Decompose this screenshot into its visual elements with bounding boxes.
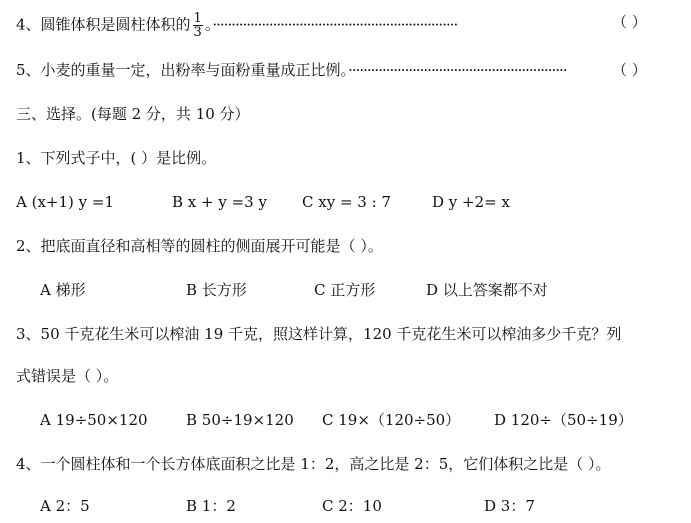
option-b: B x + y =3 y <box>172 193 267 211</box>
option-a: A 19÷50×120 <box>40 411 148 429</box>
option-c: C 19×（120÷50） <box>322 411 461 429</box>
choice-question-1: 1、下列式子中，( ）是比例。 <box>16 149 217 167</box>
fraction-numerator: 1 <box>193 11 202 26</box>
judgement-item-5 <box>16 60 567 80</box>
answer-parentheses: （ ） <box>612 13 647 31</box>
option-a: A 梯形 <box>40 281 86 299</box>
fraction-denominator: 3 <box>193 25 202 40</box>
item-suffix: 。 <box>204 15 213 34</box>
option-a: A 2：5 <box>40 497 90 515</box>
answer-parentheses: （ ） <box>612 61 647 79</box>
leader-dots: ·························································· <box>348 61 567 79</box>
option-d: D y +2= x <box>432 193 510 211</box>
leader-dots: ································································· <box>212 15 458 34</box>
option-c: C xy = 3 : 7 <box>302 193 391 211</box>
item-text: 5、小麦的重量一定，出粉率与面粉重量成正比例。 <box>16 61 349 79</box>
option-d: D 120÷（50÷19） <box>494 411 633 429</box>
section-heading: 三、选择。(每题 2 分，共 10 分） <box>16 105 250 123</box>
fraction-one-third <box>193 12 203 39</box>
option-b: B 长方形 <box>186 281 247 299</box>
option-a: A (x+1) y =1 <box>16 193 114 211</box>
choice-question-3: 3、50 千克花生米可以榨油 19 千克，照这样计算，120 千克花生米可以榨油多少千克？列 <box>16 325 622 343</box>
choice-question-2: 2、把底面直径和高相等的圆柱的侧面展开可能是（ ）。 <box>16 237 383 255</box>
option-b: B 50÷19×120 <box>186 411 294 429</box>
option-c: C 正方形 <box>314 281 376 299</box>
option-c: C 2：10 <box>322 497 382 515</box>
choice-question-4: 4、一个圆柱体和一个长方体底面积之比是 1：2，高之比是 2：5，它们体积之比是（ ）。 <box>16 455 611 473</box>
option-d: D 3：7 <box>484 497 535 515</box>
option-b: B 1：2 <box>186 497 236 515</box>
item-text: 4、圆锥体积是圆柱体积的 <box>16 15 191 34</box>
choice-question-3-continued: 式错误是（ ）。 <box>16 367 119 385</box>
judgement-item-4 <box>16 12 457 39</box>
option-d: D 以上答案都不对 <box>426 281 548 299</box>
